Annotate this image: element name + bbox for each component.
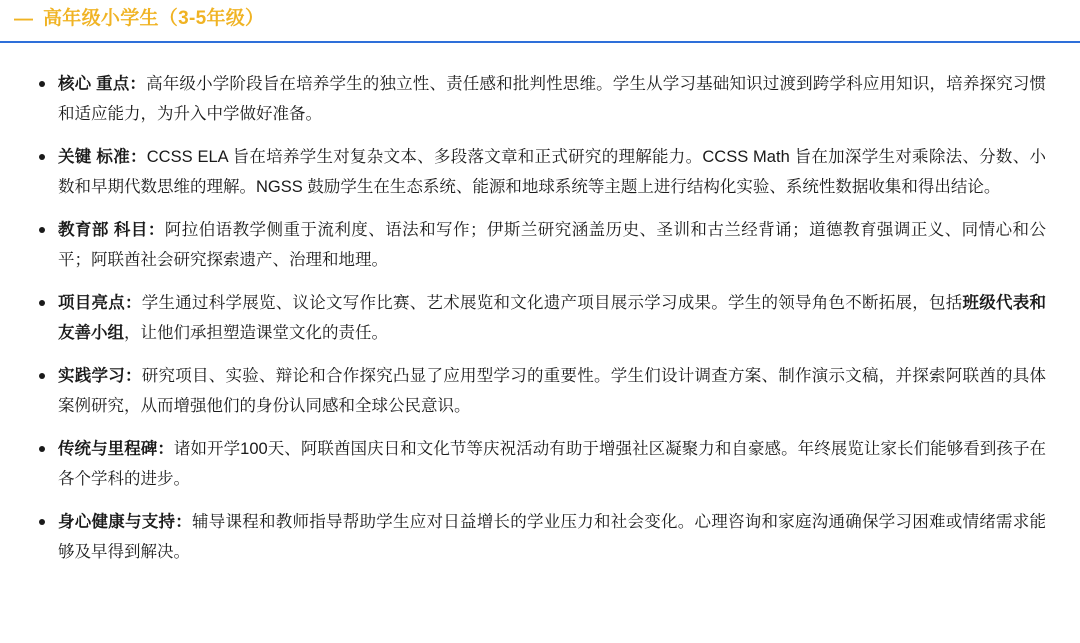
bullet-lead: 教育部 科目： — [58, 220, 165, 239]
bullet-text: 研究项目、实验、辩论和合作探究凸显了应用型学习的重要性。学生们设计调查方案、制作演示文稿，并探索阿联酋的具体案例研究，从而增强他们的身份认同感和全球公民意识。 — [58, 366, 1046, 415]
bullet-list — [34, 69, 1046, 567]
bullet-lead: 实践学习： — [58, 366, 142, 385]
bullet-lead: 关键 标准： — [58, 147, 147, 166]
bullet-emphasis: 班级代表和友善小组 — [58, 293, 1046, 342]
bullet-lead: 身心健康与支持： — [58, 512, 192, 531]
bullet-lead: 核心 重点： — [58, 74, 147, 93]
bullet-text: 高年级小学阶段旨在培养学生的独立性、责任感和批判性思维。学生从学习基础知识过渡到跨学科应用知识，培养探究习惯和适应能力，为升入中学做好准备。 — [58, 74, 1046, 123]
list-item — [34, 507, 1046, 567]
bullet-text-tail: ，让他们承担塑造课堂文化的责任。 — [124, 323, 388, 342]
list-item — [34, 215, 1046, 275]
bullet-text: 阿拉伯语教学侧重于流利度、语法和写作；伊斯兰研究涵盖历史、圣训和古兰经背诵；道德教育强调正义、同情心和公平；阿联酋社会研究探索遗产、治理和地理。 — [58, 220, 1047, 269]
list-item — [34, 434, 1046, 494]
list-item — [34, 288, 1046, 348]
content-body — [0, 43, 1080, 567]
bullet-lead: 项目亮点： — [58, 293, 142, 312]
bullet-lead: 传统与里程碑： — [58, 439, 174, 458]
list-item — [34, 142, 1046, 202]
dash-icon: — — [14, 8, 33, 30]
bullet-text: 辅导课程和教师指导帮助学生应对日益增长的学业压力和社会变化。心理咨询和家庭沟通确保学习困难或情绪需求能够及早得到解决。 — [58, 512, 1046, 561]
bullet-text: 学生通过科学展览、议论文写作比赛、艺术展览和文化遗产项目展示学习成果。学生的领导角色不断拓展，包括 — [141, 293, 963, 312]
section-header — [0, 0, 1080, 41]
list-item — [34, 69, 1046, 129]
list-item — [34, 361, 1046, 421]
bullet-text: CCSS ELA 旨在培养学生对复杂文本、多段落文章和正式研究的理解能力。CCSS Math 旨在加深学生对乘除法、分数、小数和早期代数思维的理解。NGSS 鼓励学生在生态系统、能源和地球系统等主题上进行结构化实验、系统性数据收集和得出结论。 — [58, 147, 1046, 196]
page-title: 高年级小学生（3-5年级） — [43, 8, 265, 29]
bullet-text: 诸如开学100天、阿联酋国庆日和文化节等庆祝活动有助于增强社区凝聚力和自豪感。年终展览让家长们能够看到孩子在各个学科的进步。 — [58, 439, 1047, 488]
